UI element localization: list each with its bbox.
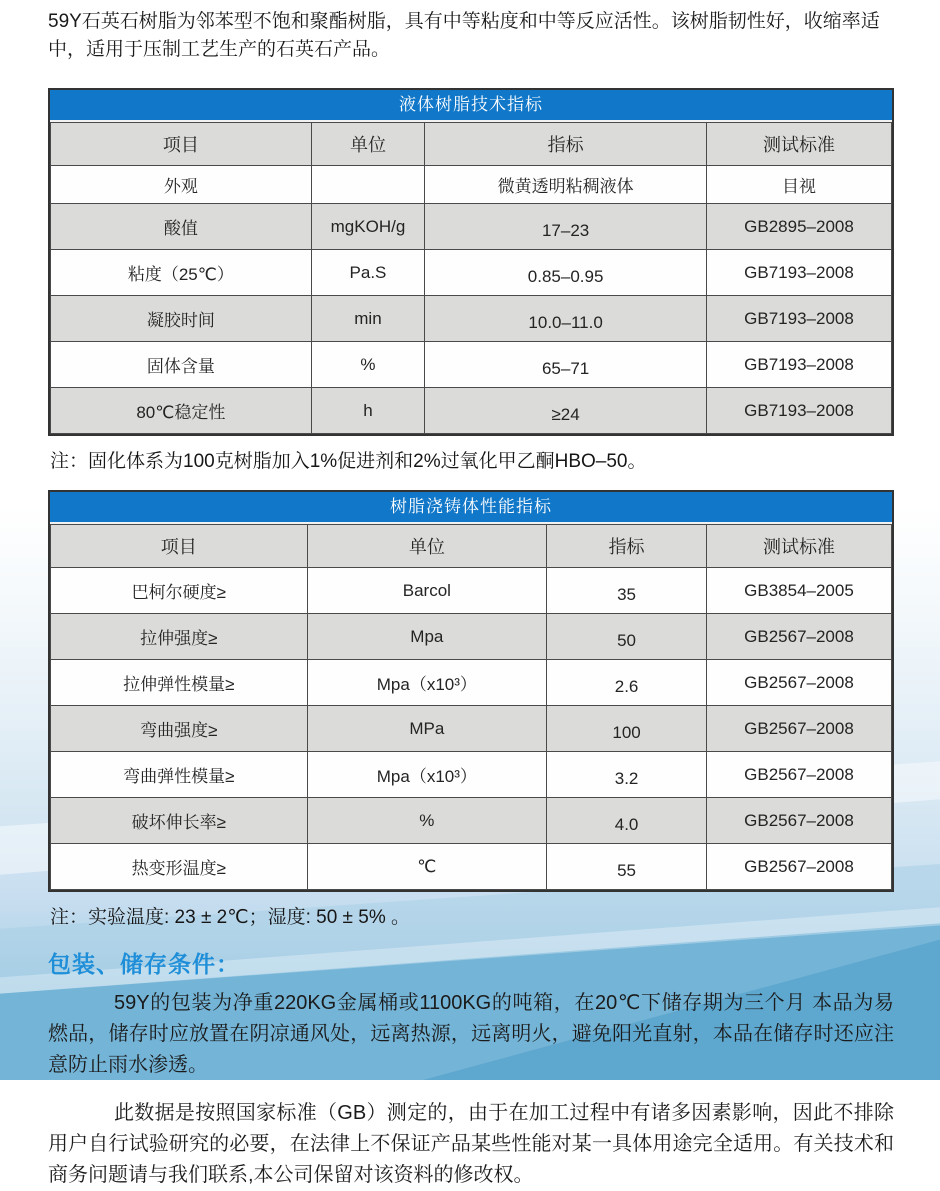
cell-standard: GB2567–2008	[706, 752, 891, 798]
storage-section-heading: 包装、储存条件：	[48, 951, 240, 977]
table-title: 树脂浇铸体性能指标	[390, 497, 552, 516]
table2-note: 注：实验温度: 23 ± 2℃；湿度: 50 ± 5% 。	[50, 907, 410, 928]
cell-standard: GB7193–2008	[706, 388, 891, 434]
storage-paragraph: 59Y的包装为净重220KG金属桶或1100KG的吨箱，在20℃下储存期为三个月 本品为易燃品，储存时应放置在阴凉通风处，远离热源，远离明火，避免阳光直射，本品在储存时还应注意防止雨水渗透。	[48, 992, 894, 1076]
cell-unit: Mpa（x10³）	[307, 752, 547, 798]
cell-unit: Mpa	[307, 614, 547, 660]
cell-unit: Pa.S	[311, 250, 425, 296]
cell-value: 微黄透明粘稠液体	[425, 166, 707, 204]
column-header-spec: 指标	[425, 123, 707, 166]
column-header-standard: 测试标准	[706, 123, 891, 166]
casting-body-table-section	[48, 490, 894, 892]
cell-item: 80℃稳定性	[51, 388, 312, 434]
cell-standard: GB7193–2008	[706, 342, 891, 388]
cell-unit	[311, 166, 425, 204]
column-header-item: 项目	[51, 123, 312, 166]
cell-unit: %	[307, 798, 547, 844]
table-row	[51, 250, 892, 296]
cell-unit: ℃	[307, 844, 547, 890]
cell-value: 65–71	[425, 342, 707, 388]
table-row	[51, 166, 892, 204]
column-header-unit: 单位	[307, 525, 547, 568]
column-header-spec: 指标	[547, 525, 707, 568]
cell-item: 巴柯尔硬度≥	[51, 568, 308, 614]
cell-value: ≥24	[425, 388, 707, 434]
disclaimer-paragraph: 此数据是按照国家标准（GB）测定的，由于在加工过程中有诸多因素影响，因此不排除用户自行试验研究的必要，在法律上不保证产品某些性能对某一具体用途完全适用。有关技术和商务问题请与我们联系,本公司保留对该资料的修改权。	[48, 1102, 894, 1186]
table-row	[51, 706, 892, 752]
cell-item: 弯曲强度≥	[51, 706, 308, 752]
cell-value: 2.6	[547, 660, 707, 706]
cell-standard: GB3854–2005	[706, 568, 891, 614]
cell-standard: GB2567–2008	[706, 660, 891, 706]
table-row	[51, 296, 892, 342]
table1-note: 注：固化体系为100克树脂加入1%促进剂和2%过氧化甲乙酮HBO–50。	[50, 451, 647, 472]
column-header-item: 项目	[51, 525, 308, 568]
cell-item: 固体含量	[51, 342, 312, 388]
cell-unit: %	[311, 342, 425, 388]
cell-standard: GB2567–2008	[706, 844, 891, 890]
table-row	[51, 388, 892, 434]
cell-item: 粘度（25℃）	[51, 250, 312, 296]
table-row	[51, 752, 892, 798]
table-row	[51, 614, 892, 660]
cell-standard: 目视	[706, 166, 891, 204]
table-row	[51, 204, 892, 250]
cell-standard: GB7193–2008	[706, 250, 891, 296]
cell-standard: GB7193–2008	[706, 296, 891, 342]
cell-item: 破坏伸长率≥	[51, 798, 308, 844]
table-row	[51, 844, 892, 890]
cell-value: 50	[547, 614, 707, 660]
cell-unit: Barcol	[307, 568, 547, 614]
cell-unit: min	[311, 296, 425, 342]
cell-value: 0.85–0.95	[425, 250, 707, 296]
column-header-unit: 单位	[311, 123, 425, 166]
cell-unit: h	[311, 388, 425, 434]
cell-item: 弯曲弹性模量≥	[51, 752, 308, 798]
table-title-bar	[50, 90, 892, 122]
cell-item: 外观	[51, 166, 312, 204]
header-row	[51, 525, 892, 568]
cell-value: 10.0–11.0	[425, 296, 707, 342]
cell-unit: MPa	[307, 706, 547, 752]
cell-item: 拉伸强度≥	[51, 614, 308, 660]
liquid-resin-table-section	[48, 88, 894, 436]
cell-standard: GB2895–2008	[706, 204, 891, 250]
cell-unit: Mpa（x10³）	[307, 660, 547, 706]
table-title-bar	[50, 492, 892, 524]
cell-item: 凝胶时间	[51, 296, 312, 342]
cell-unit: mgKOH/g	[311, 204, 425, 250]
cell-value: 3.2	[547, 752, 707, 798]
table-title: 液体树脂技术指标	[399, 95, 543, 114]
column-header-standard: 测试标准	[706, 525, 891, 568]
cell-value: 55	[547, 844, 707, 890]
table-row	[51, 660, 892, 706]
table-row	[51, 798, 892, 844]
table-row	[51, 568, 892, 614]
casting-body-table	[50, 524, 892, 890]
cell-value: 17–23	[425, 204, 707, 250]
table-row	[51, 342, 892, 388]
cell-standard: GB2567–2008	[706, 798, 891, 844]
cell-standard: GB2567–2008	[706, 614, 891, 660]
cell-item: 酸值	[51, 204, 312, 250]
cell-value: 100	[547, 706, 707, 752]
header-row	[51, 123, 892, 166]
intro-paragraph: 59Y石英石树脂为邻苯型不饱和聚酯树脂，具有中等粘度和中等反应活性。该树脂韧性好，收缩率适中，适用于压制工艺生产的石英石产品。	[48, 11, 880, 60]
liquid-resin-table	[50, 122, 892, 434]
cell-value: 35	[547, 568, 707, 614]
cell-value: 4.0	[547, 798, 707, 844]
cell-item: 热变形温度≥	[51, 844, 308, 890]
cell-standard: GB2567–2008	[706, 706, 891, 752]
cell-item: 拉伸弹性模量≥	[51, 660, 308, 706]
